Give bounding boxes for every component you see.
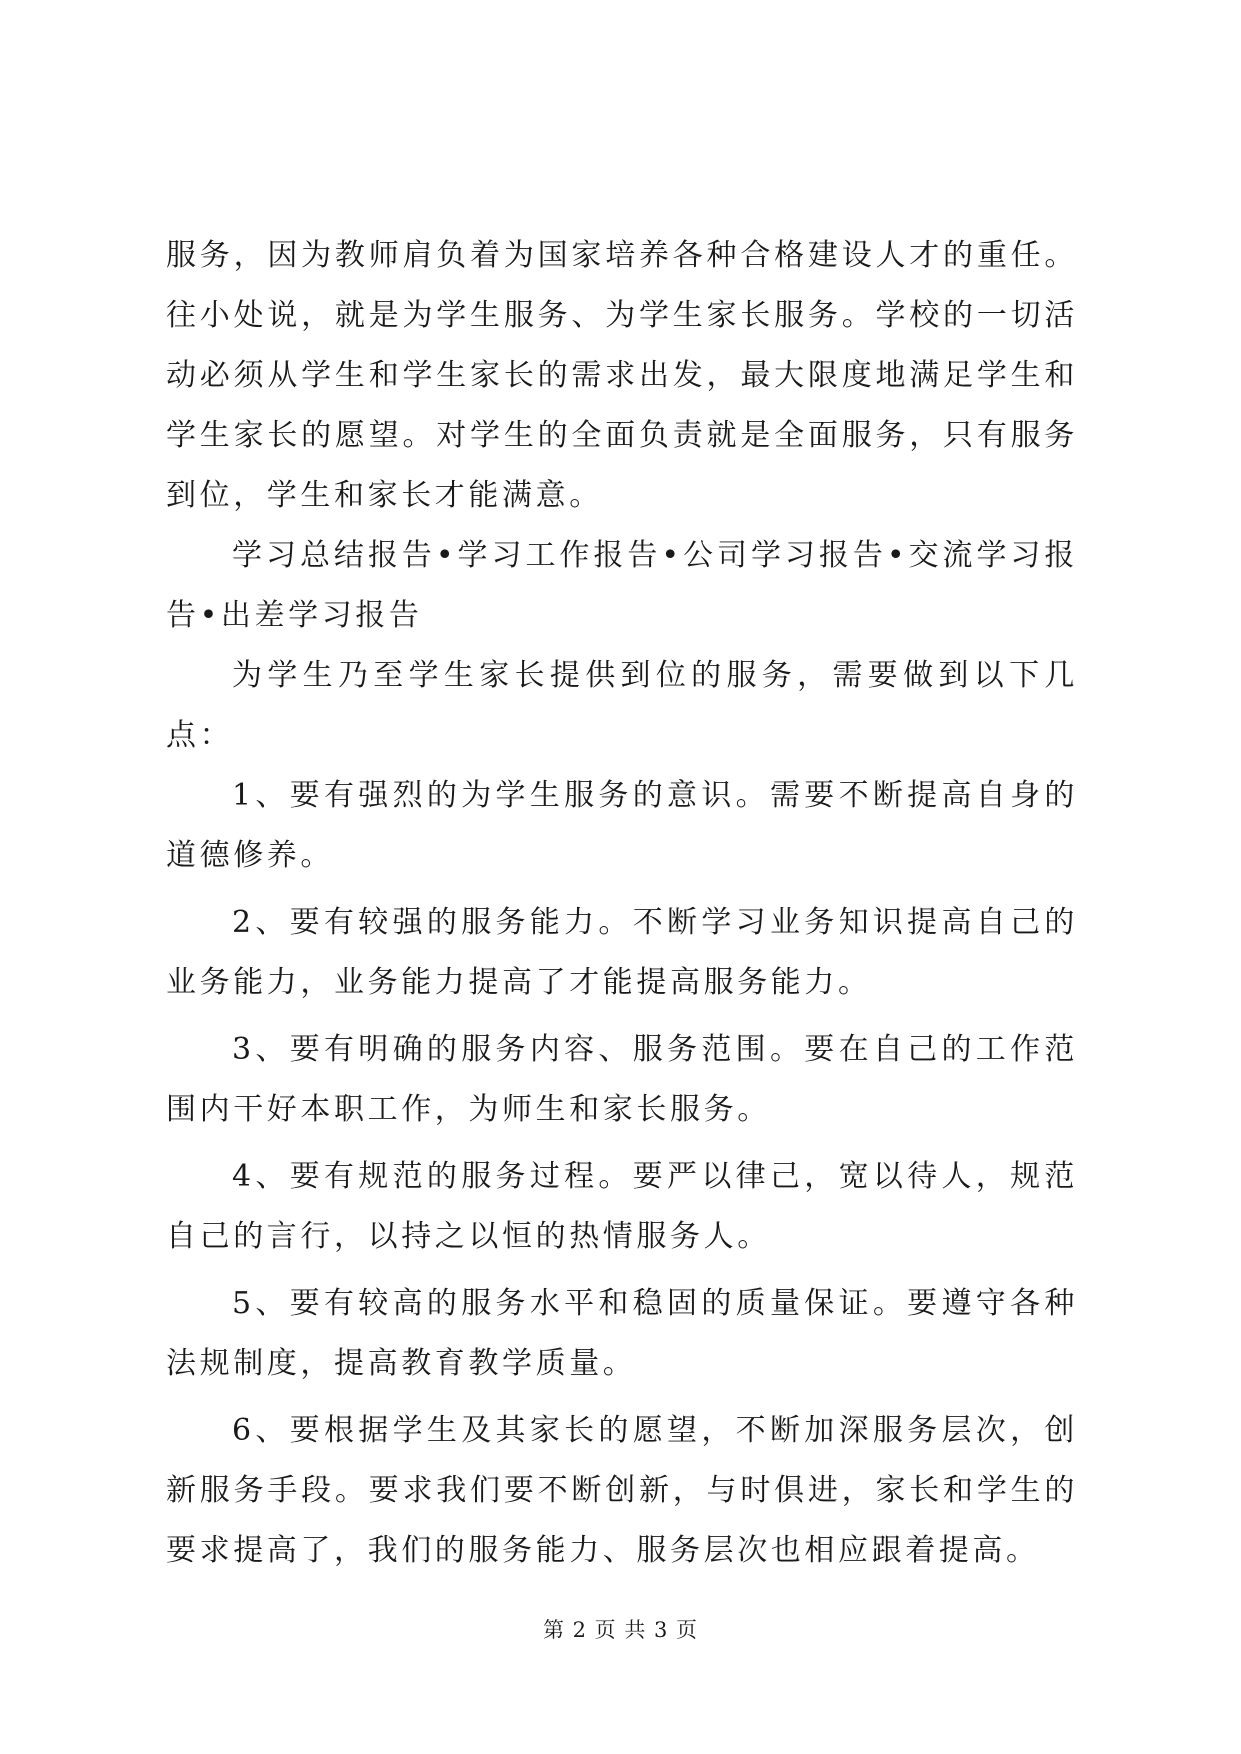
paragraph-related-links: 学习总结报告•学习工作报告•公司学习报告•交流学习报告•出差学习报告 (166, 538, 1078, 633)
paragraph-point-2: 2、要有较强的服务能力。不断学习业务知识提高自己的业务能力，业务能力提高了才能提高服务能力。 (166, 905, 1078, 1000)
document-body (166, 226, 1078, 1581)
paragraph-point-3: 3、要有明确的服务内容、服务范围。要在自己的工作范围内干好本职工作，为师生和家长服务。 (166, 1032, 1078, 1127)
paragraph-intro: 为学生乃至学生家长提供到位的服务，需要做到以下几点： (166, 658, 1078, 753)
paragraph-point-6: 6、要根据学生及其家长的愿望，不断加深服务层次，创新服务手段。要求我们要不断创新，与时俱进，家长和学生的要求提高了，我们的服务能力、服务层次也相应跟着提高。 (166, 1413, 1078, 1568)
paragraph-continuation: 服务，因为教师肩负着为国家培养各种合格建设人才的重任。往小处说，就是为学生服务、为学生家长服务。学校的一切活动必须从学生和学生家长的需求出发，最大限度地满足学生和学生家长的愿望。对学生的全面负责就是全面服务，只有服务到位，学生和家长才能满意。 (166, 238, 1078, 513)
paragraph-point-5: 5、要有较高的服务水平和稳固的质量保证。要遵守各种法规制度，提高教育教学质量。 (166, 1286, 1078, 1381)
paragraph-point-1: 1、要有强烈的为学生服务的意识。需要不断提高自身的道德修养。 (166, 778, 1078, 873)
page-number-footer: 第 2 页 共 3 页 (542, 1618, 699, 1642)
paragraph-point-4: 4、要有规范的服务过程。要严以律己，宽以待人，规范自己的言行，以持之以恒的热情服务人。 (166, 1159, 1078, 1254)
